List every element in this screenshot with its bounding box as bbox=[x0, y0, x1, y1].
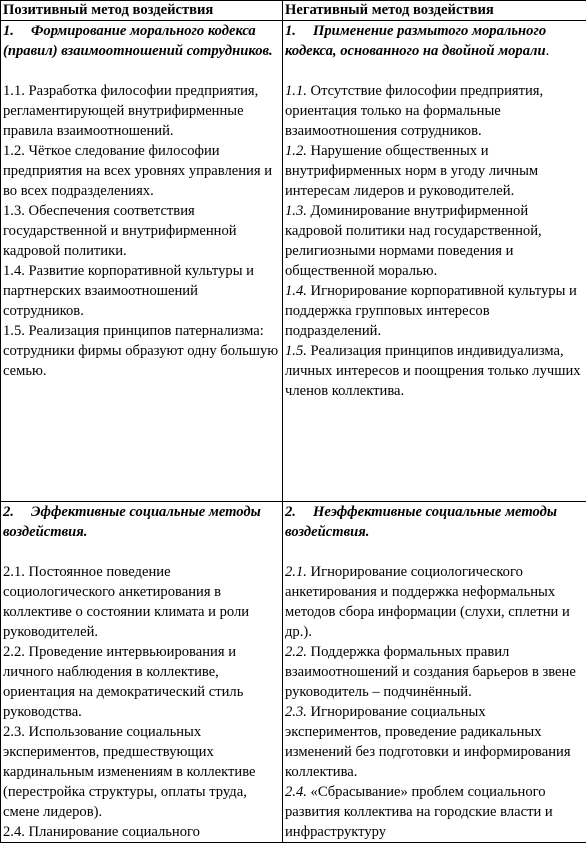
item-text: Отсутствие философии предприятия, ориентация только на формальные взаимоотношения сотрудников. bbox=[285, 83, 544, 139]
list-item bbox=[3, 261, 281, 321]
item-text: Игнорирование социальных экспериментов, проведение радикальных изменений без подготовки и информирования коллектива. bbox=[285, 704, 571, 780]
section-title-text: Формирование морального кодекса (правил) взаимоотношений сотрудников. bbox=[3, 23, 273, 59]
spacer bbox=[285, 542, 585, 562]
section-number: 2. bbox=[285, 504, 296, 520]
item-number: 1.1. bbox=[3, 83, 25, 99]
list-item bbox=[285, 281, 585, 341]
list-item bbox=[3, 321, 281, 381]
item-number: 1.3. bbox=[285, 203, 307, 219]
header-negative: Негативный метод воздействия bbox=[283, 1, 586, 21]
list-item bbox=[3, 822, 281, 842]
item-text: Поддержка формальных правил взаимоотношений и создания барьеров в звене руководитель – подчинённый. bbox=[285, 644, 576, 700]
cell-positive-section2 bbox=[1, 502, 283, 843]
section-title bbox=[3, 21, 281, 61]
item-number: 2.3. bbox=[3, 724, 25, 740]
header-positive: Позитивный метод воздействия bbox=[1, 1, 283, 21]
list-item bbox=[285, 782, 585, 842]
section-title-text: Применение размытого морального кодекса, основанного на двойной морали bbox=[285, 23, 547, 59]
item-number: 1.5. bbox=[285, 343, 307, 359]
item-text: Игнорирование корпоративной культуры и поддержка групповых интересов подразделений. bbox=[285, 283, 577, 339]
list-item bbox=[3, 81, 281, 141]
item-text: Реализация принципов индивидуализма, личных интересов и поощрения только лучших членов коллектива. bbox=[285, 343, 581, 399]
list-item bbox=[285, 201, 585, 281]
section-number: 2. bbox=[3, 504, 14, 520]
item-text: Развитие корпоративной культуры и партнерских взаимоотношений сотрудников. bbox=[3, 263, 254, 319]
item-text: Разработка философии предприятия, регламентирующей внутрифирменные правила взаимоотношений. bbox=[3, 83, 259, 139]
item-number: 2.1. bbox=[285, 564, 307, 580]
item-number: 2.2. bbox=[285, 644, 307, 660]
table-row bbox=[1, 21, 586, 502]
list-item bbox=[285, 341, 585, 401]
section-title bbox=[285, 21, 585, 61]
list-item bbox=[3, 642, 281, 722]
spacer bbox=[3, 61, 281, 81]
item-text: Чёткое следование философии предприятия на всех уровнях управления и во всех подразделениях. bbox=[3, 143, 273, 199]
item-text: Проведение интервьюирования и личного наблюдения в коллективе, ориентация на демократический стиль руководства. bbox=[3, 644, 244, 720]
section-title-tail: . bbox=[545, 43, 550, 59]
section-title bbox=[285, 502, 585, 542]
section-title bbox=[3, 502, 281, 542]
list-item bbox=[285, 81, 585, 141]
item-text: «Сбрасывание» проблем социального развития коллектива на городские власти и инфраструктуру bbox=[285, 784, 553, 840]
item-number: 1.5. bbox=[3, 323, 25, 339]
section-title-text: Неэффективные социальные методы воздействия. bbox=[285, 504, 557, 540]
item-number: 2.1. bbox=[3, 564, 25, 580]
item-text: Постоянное поведение социологического анкетирования в коллективе о состоянии климата и роли руководителей. bbox=[3, 564, 250, 640]
cell-negative-section2 bbox=[283, 502, 586, 843]
item-number: 1.1. bbox=[285, 83, 307, 99]
list-item bbox=[3, 562, 281, 642]
item-number: 1.3. bbox=[3, 203, 25, 219]
item-text: Использование социальных экспериментов, предшествующих кардинальным изменениям в коллективе (перестройка структуры, оплаты труда, смене лидеров). bbox=[3, 724, 256, 820]
item-number: 1.4. bbox=[285, 283, 307, 299]
section-number: 1. bbox=[3, 23, 14, 39]
section-title-text: Эффективные социальные методы воздействия. bbox=[3, 504, 261, 540]
list-item bbox=[285, 702, 585, 782]
list-item bbox=[3, 201, 281, 261]
list-item bbox=[3, 141, 281, 201]
item-number: 2.2. bbox=[3, 644, 25, 660]
table-row bbox=[1, 502, 586, 843]
list-item bbox=[285, 642, 585, 702]
header-row bbox=[1, 1, 586, 21]
item-text: Планирование социального bbox=[28, 824, 200, 840]
item-text: Обеспечения соответствия государственной и внутрифирменной кадровой политики. bbox=[3, 203, 237, 259]
item-text: Доминирование внутрифирменной кадровой политики над государственной, религиозными нормами поведения и общественной моралью. bbox=[285, 203, 542, 279]
cell-negative-section1 bbox=[283, 21, 586, 502]
item-number: 1.2. bbox=[285, 143, 307, 159]
item-number: 1.4. bbox=[3, 263, 25, 279]
spacer bbox=[3, 542, 281, 562]
item-number: 2.4. bbox=[3, 824, 25, 840]
item-text: Реализация принципов патернализма: сотрудники фирмы образуют одну большую семью. bbox=[3, 323, 279, 379]
list-item bbox=[3, 722, 281, 822]
section-number: 1. bbox=[285, 23, 296, 39]
item-number: 2.4. bbox=[285, 784, 307, 800]
list-item bbox=[285, 562, 585, 642]
cell-positive-section1 bbox=[1, 21, 283, 502]
spacer bbox=[285, 61, 585, 81]
item-text: Нарушение общественных и внутрифирменных норм в угоду личным интересам лидеров и руководителей. bbox=[285, 143, 539, 199]
item-text: Игнорирование социологического анкетирования и поддержка неформальных методов сбора информации (слухи, сплетни и др.). bbox=[285, 564, 570, 640]
list-item bbox=[285, 141, 585, 201]
item-number: 1.2. bbox=[3, 143, 25, 159]
item-number: 2.3. bbox=[285, 704, 307, 720]
